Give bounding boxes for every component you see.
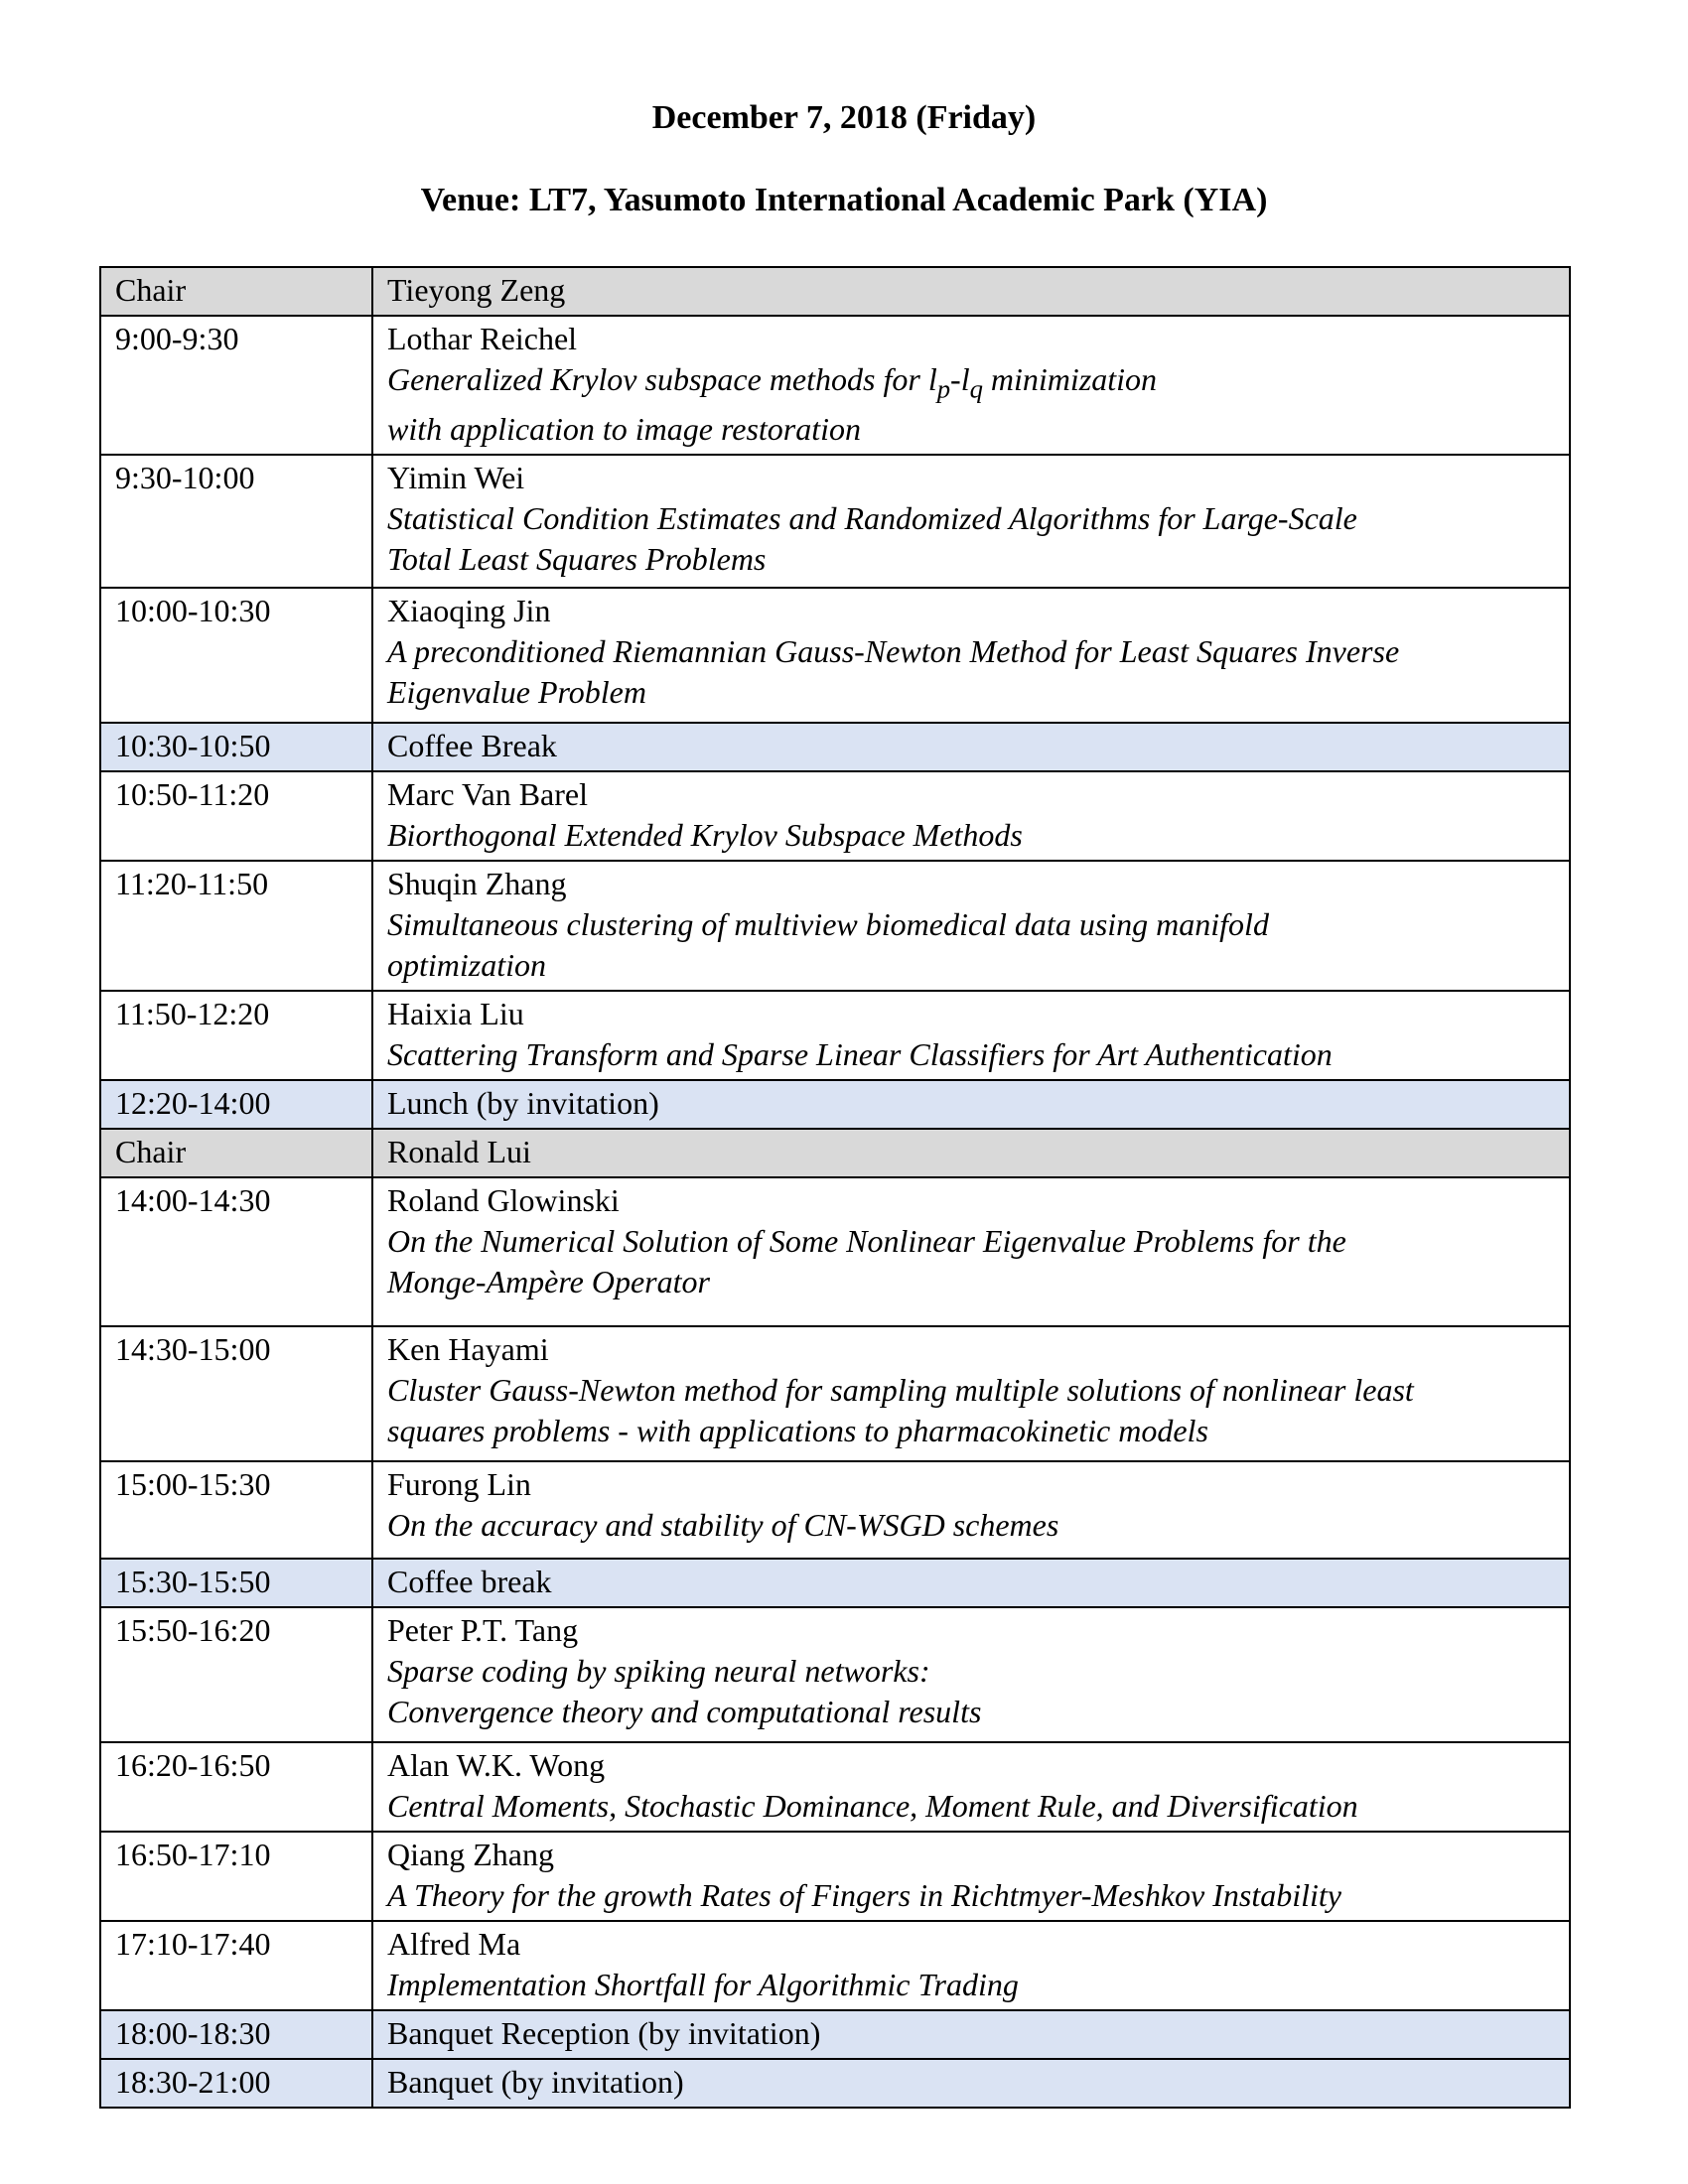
session-row (100, 1177, 1570, 1326)
talk-title-line: On the accuracy and stability of CN-WSGD schemes (387, 1507, 1059, 1544)
talk-title-line: Monge-Ampère Operator (387, 1264, 710, 1300)
talk-title-line: Sparse coding by spiking neural networks: (387, 1653, 930, 1690)
talk-title-line: Biorthogonal Extended Krylov Subspace Methods (387, 817, 1023, 854)
talk-cell (372, 1832, 1570, 1921)
talk-cell (372, 1461, 1570, 1559)
talk-title-line: Scattering Transform and Sparse Linear Classifiers for Art Authentication (387, 1036, 1333, 1073)
talk-cell (372, 455, 1570, 588)
talk-cell (372, 1607, 1570, 1742)
speaker-name: Ken Hayami (387, 1331, 549, 1368)
session-row (100, 1921, 1570, 2010)
time-slot: 9:00-9:30 (100, 316, 372, 455)
time-slot: 15:00-15:30 (100, 1461, 372, 1559)
talk-cell (372, 771, 1570, 861)
break-label: Banquet Reception (by invitation) (372, 2010, 1570, 2059)
chair-name: Ronald Lui (372, 1129, 1570, 1177)
talk-title-line: Cluster Gauss-Newton method for sampling multiple solutions of nonlinear least (387, 1372, 1414, 1409)
talk-title-line: Central Moments, Stochastic Dominance, Moment Rule, and Diversification (387, 1788, 1358, 1825)
time-slot: 18:30-21:00 (100, 2059, 372, 2108)
speaker-name: Haixia Liu (387, 996, 524, 1032)
break-row (100, 1080, 1570, 1129)
talk-title-line: Eigenvalue Problem (387, 674, 646, 711)
break-row (100, 2059, 1570, 2108)
talk-title-line: optimization (387, 947, 547, 984)
session-row (100, 771, 1570, 861)
talk-cell (372, 1177, 1570, 1326)
time-slot: 14:00-14:30 (100, 1177, 372, 1326)
chair-label: Chair (100, 267, 372, 316)
time-slot: 10:50-11:20 (100, 771, 372, 861)
session-row (100, 1742, 1570, 1832)
break-label: Lunch (by invitation) (372, 1080, 1570, 1129)
break-row (100, 1559, 1570, 1607)
speaker-name: Qiang Zhang (387, 1837, 554, 1873)
talk-title-line: Generalized Krylov subspace methods for $l_p-l_q$ minimization (387, 361, 1158, 404)
session-row (100, 1326, 1570, 1461)
break-label: Coffee Break (372, 723, 1570, 771)
talk-title-line: Simultaneous clustering of multiview biomedical data using manifold (387, 906, 1269, 943)
talk-title-line: Total Least Squares Problems (387, 541, 767, 578)
speaker-name: Marc Van Barel (387, 776, 588, 813)
session-row (100, 316, 1570, 455)
session-row (100, 1607, 1570, 1742)
schedule-table (99, 266, 1571, 2109)
talk-cell (372, 1742, 1570, 1832)
time-slot: 14:30-15:00 (100, 1326, 372, 1461)
time-slot: 17:10-17:40 (100, 1921, 372, 2010)
talk-title-line: Implementation Shortfall for Algorithmic Trading (387, 1967, 1019, 2003)
time-slot: 12:20-14:00 (100, 1080, 372, 1129)
time-slot: 11:50-12:20 (100, 991, 372, 1080)
page-date-heading: December 7, 2018 (Friday) (651, 99, 1037, 136)
chair-row (100, 267, 1570, 316)
break-label: Banquet (by invitation) (372, 2059, 1570, 2108)
chair-row (100, 1129, 1570, 1177)
session-row (100, 861, 1570, 991)
speaker-name: Furong Lin (387, 1466, 531, 1503)
speaker-name: Alan W.K. Wong (387, 1747, 606, 1784)
time-slot: 15:30-15:50 (100, 1559, 372, 1607)
talk-title-line: with application to image restoration (387, 411, 862, 448)
talk-cell (372, 991, 1570, 1080)
session-row (100, 1461, 1570, 1559)
session-row (100, 455, 1570, 588)
time-slot: 10:30-10:50 (100, 723, 372, 771)
speaker-name: Peter P.T. Tang (387, 1612, 579, 1649)
talk-cell (372, 1326, 1570, 1461)
talk-cell (372, 316, 1570, 455)
session-row (100, 991, 1570, 1080)
time-slot: 16:20-16:50 (100, 1742, 372, 1832)
break-row (100, 2010, 1570, 2059)
session-row (100, 1832, 1570, 1921)
speaker-name: Yimin Wei (387, 460, 525, 496)
time-slot: 10:00-10:30 (100, 588, 372, 723)
talk-title-line: Convergence theory and computational results (387, 1694, 982, 1730)
chair-label: Chair (100, 1129, 372, 1177)
time-slot: 18:00-18:30 (100, 2010, 372, 2059)
speaker-name: Lothar Reichel (387, 321, 578, 356)
break-row (100, 723, 1570, 771)
session-row (100, 588, 1570, 723)
break-label: Coffee break (372, 1559, 1570, 1607)
speaker-name: Shuqin Zhang (387, 866, 567, 902)
time-slot: 15:50-16:20 (100, 1607, 372, 1742)
chair-name: Tieyong Zeng (372, 267, 1570, 316)
talk-cell (372, 1921, 1570, 2010)
speaker-name: Xiaoqing Jin (387, 593, 551, 629)
talk-cell (372, 861, 1570, 991)
speaker-name: Alfred Ma (387, 1926, 521, 1963)
talk-title-line: A Theory for the growth Rates of Fingers in Richtmyer-Meshkov Instability (387, 1877, 1341, 1914)
time-slot: 16:50-17:10 (100, 1832, 372, 1921)
speaker-name: Roland Glowinski (387, 1182, 620, 1219)
time-slot: 11:20-11:50 (100, 861, 372, 991)
talk-title-line: Statistical Condition Estimates and Randomized Algorithms for Large-Scale (387, 500, 1357, 537)
talk-title-line: On the Numerical Solution of Some Nonlinear Eigenvalue Problems for the (387, 1223, 1346, 1260)
talk-cell (372, 588, 1570, 723)
schedule-table-body (100, 267, 1570, 2108)
talk-title-line: squares problems - with applications to pharmacokinetic models (387, 1413, 1208, 1449)
talk-title-line: A preconditioned Riemannian Gauss-Newton Method for Least Squares Inverse (387, 633, 1400, 670)
venue-heading: Venue: LT7, Yasumoto International Academic Park (YIA) (420, 182, 1268, 218)
time-slot: 9:30-10:00 (100, 455, 372, 588)
